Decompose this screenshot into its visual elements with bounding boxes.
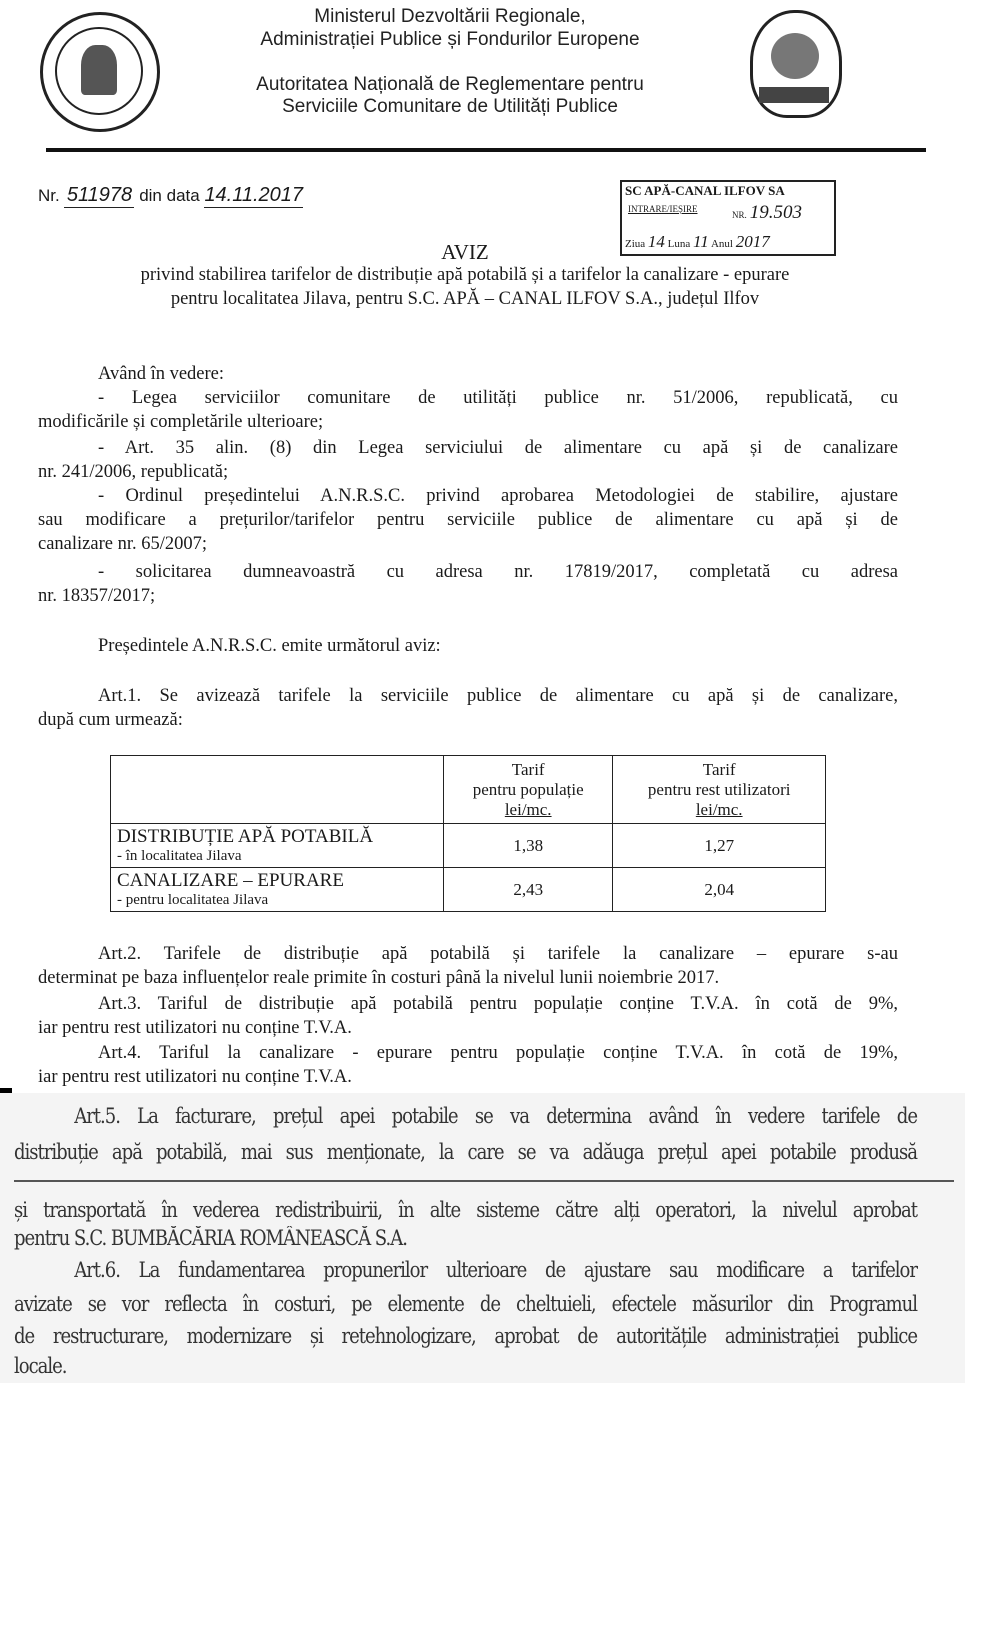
body-line: canalizare nr. 65/2007; xyxy=(38,534,208,554)
art6-line1: Art.6. La fundamentarea propunerilor ulterioare de ajustare sau modificare a tarifelor xyxy=(74,1258,917,1282)
art2-line2: determinat pe baza influențelor reale primite în costuri până la nivelul lunii noiembrie 2017. xyxy=(38,968,720,988)
art4-line1: Art.4. Tariful la canalizare - epurare pentru populație conține T.V.A. în cotă de 19%, xyxy=(98,1043,898,1063)
header-population: Tarif pentru populație lei/mc. xyxy=(444,756,613,824)
tariff-table xyxy=(110,755,826,912)
tariff-population: 1,38 xyxy=(444,824,613,868)
art3-line1: Art.3. Tariful de distribuție apă potabilă pentru populație conține T.V.A. în cotă de 9%, xyxy=(98,994,898,1014)
art4-line2: iar pentru rest utilizatori nu conține T.V.A. xyxy=(38,1067,352,1087)
ministry-line1: Ministerul Dezvoltării Regionale, xyxy=(314,6,586,27)
art1-line1: Art.1. Se avizează tarifele la serviciile publice de alimentare cu apă și de canalizare, xyxy=(98,686,898,706)
service-location: - pentru localitatea Jilava xyxy=(117,892,269,908)
service-name: DISTRIBUȚIE APĂ POTABILĂ xyxy=(117,826,374,847)
table-row xyxy=(111,824,826,868)
body-line: - solicitarea dumneavoastră cu adresa nr. 17819/2017, completată cu adresa xyxy=(98,562,898,582)
stamp-entry-label: INTRARE/IEȘIRE xyxy=(628,204,698,214)
art6-line2: avizate se vor reflecta în costuri, pe elemente de cheltuieli, efectele măsurilor din Programul xyxy=(14,1292,917,1316)
reference-line xyxy=(38,184,303,208)
body-line: - Ordinul președintelui A.N.R.S.C. privind aprobarea Metodologiei de stabilire, ajustare xyxy=(98,486,898,506)
art5-line1: Art.5. La facturare, prețul apei potabile se va determina având în vedere tarifele de xyxy=(74,1104,917,1128)
subtitle-line1: privind stabilirea tarifelor de distribuție apă potabilă și a tarifelor la canalizare - epurare xyxy=(140,265,790,285)
tariff-rest: 2,04 xyxy=(613,868,826,912)
body-line: - Art. 35 alin. (8) din Legea serviciului de alimentare cu apă și de canalizare xyxy=(98,438,898,458)
nr-value: 511978 xyxy=(64,184,134,208)
tariff-rest: 1,27 xyxy=(613,824,826,868)
date-value: 14.11.2017 xyxy=(204,184,304,206)
stamp-nr-value: 19.503 xyxy=(749,202,803,223)
art6-line3: de restructurare, modernizare și retehnologizare, aprobat de autoritățile administrației publice xyxy=(14,1324,917,1348)
table-header-row xyxy=(111,756,826,824)
art5-line4: pentru S.C. BUMBĂCĂRIA ROMÂNEASCĂ S.A. xyxy=(14,1226,407,1250)
stamp-company: SC APĂ-CANAL ILFOV SA xyxy=(625,183,785,198)
stamp-year-label: Anul xyxy=(710,238,733,250)
stamp-nr-label: NR. xyxy=(732,210,747,220)
document-title: AVIZ xyxy=(441,240,489,264)
fold-line xyxy=(14,1180,954,1182)
art2-line1: Art.2. Tarifele de distribuție apă potabilă și tarifele la canalizare – epurare s-au xyxy=(98,944,898,964)
stamp-month: 11 xyxy=(693,232,709,251)
art3-line2: iar pentru rest utilizatori nu conține T.V.A. xyxy=(38,1018,352,1038)
service-location: - în localitatea Jilava xyxy=(117,848,242,864)
body-line: sau modificare a prețurilor/tarifelor pentru serviciile publice de alimentare cu apă și de xyxy=(38,510,898,530)
intro: Având în vedere: xyxy=(98,364,225,384)
header-divider xyxy=(46,148,926,152)
body-line: nr. 241/2006, republicată; xyxy=(38,462,229,482)
body-line: modificările și completările ulterioare; xyxy=(38,412,324,432)
art6-line4: locale. xyxy=(14,1354,67,1378)
body-line: - Legea serviciilor comunitare de utilități publice nr. 51/2006, republicată, cu xyxy=(98,388,898,408)
authority-line1: Autoritatea Națională de Reglementare pentru xyxy=(256,74,644,95)
art5-line2: distribuție apă potabilă, mai sus menționate, la care se va adăuga prețul apei potabile produsă xyxy=(14,1140,917,1164)
date-label: din data xyxy=(139,186,200,205)
stamp-day-label: Ziua xyxy=(625,238,646,250)
table-row xyxy=(111,868,826,912)
service-name: CANALIZARE – EPURARE xyxy=(117,870,344,891)
stamp-year: 2017 xyxy=(735,232,770,251)
nr-label: Nr. xyxy=(38,186,60,205)
ministry-line2: Administrației Publice și Fondurilor Europene xyxy=(260,29,640,50)
art5-line3: și transportată în vederea redistribuirii, în alte sisteme către alți operatori, la nivelul aprobat xyxy=(14,1198,917,1222)
president-statement: Președintele A.N.R.S.C. emite următorul aviz: xyxy=(98,636,441,656)
stamp-month-label: Luna xyxy=(667,238,691,250)
header-rest-users: Tarif pentru rest utilizatori lei/mc. xyxy=(613,756,826,824)
authority-line2: Serviciile Comunitare de Utilități Publice xyxy=(282,96,618,117)
tariff-population: 2,43 xyxy=(444,868,613,912)
body-line: nr. 18357/2017; xyxy=(38,586,156,606)
stamp-day: 14 xyxy=(647,232,665,251)
subtitle-line2: pentru localitatea Jilava, pentru S.C. APĂ – CANAL ILFOV S.A., județul Ilfov xyxy=(170,289,760,309)
art1-line2: după cum urmează: xyxy=(38,710,183,730)
